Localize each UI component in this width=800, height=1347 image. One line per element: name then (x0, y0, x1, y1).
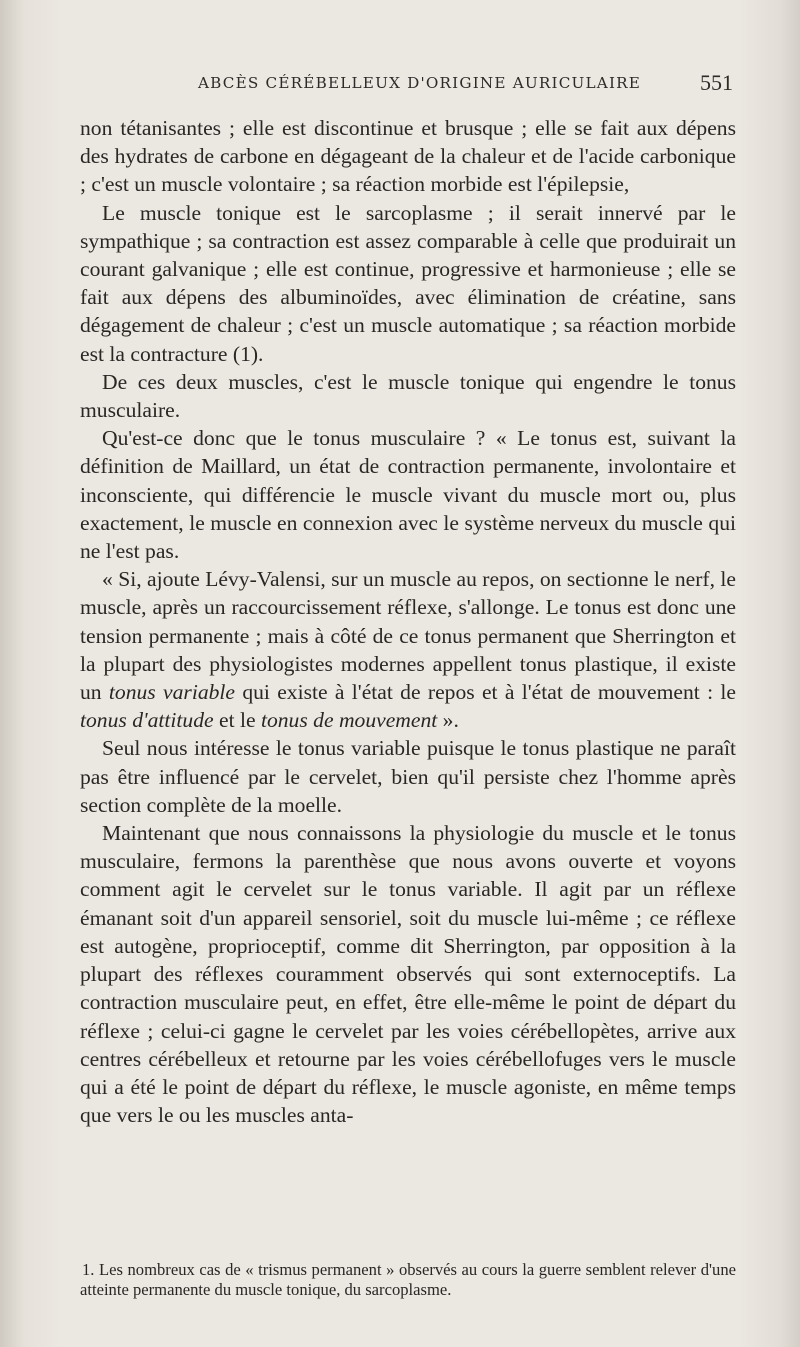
footnote (80, 1260, 736, 1300)
paragraph-3: De ces deux muscles, c'est le muscle tonique qui engendre le tonus musculaire. (80, 369, 736, 423)
term-tonus-mouvement: tonus de mouvement (260, 708, 438, 733)
term-tonus-attitude: tonus d'attitude (80, 708, 214, 733)
paragraph-5-text-b: qui existe à l'état de repos et à l'état de mouvement : le (235, 680, 737, 705)
running-title: ABCÈS CÉRÉBELLEUX D'ORIGINE AURICULAIRE (198, 74, 642, 92)
footnote-text: Les nombreux cas de « trismus permanent » observés au cours la guerre semblent relever d'une atteinte permanente du muscle tonique, du sarcoplasme. (80, 1260, 736, 1299)
paragraph-5-text-a: « Si, ajoute Lévy-Valensi, sur un muscle au repos, on sectionne le nerf, le muscle, après un raccourcissement réflexe, s'allonge. Le tonus est donc une tension permanente ; mais à côté de ce tonus permanent que Sherrington et la plupart des physiologistes modernes appellent tonus plastique, il existe un (80, 567, 736, 705)
footnote-paragraph (80, 1260, 736, 1300)
term-tonus-variable: tonus variable (108, 680, 235, 705)
paragraph-5 (80, 565, 736, 734)
paragraph-4: Qu'est-ce donc que le tonus musculaire ? « Le tonus est, suivant la définition de Maillard, un état de contraction permanente, involontaire et inconsciente, qui différencie le muscle vivant du muscle mort ou, plus exactement, le muscle en connexion avec le système nerveux du muscle qui ne l'est pas. (80, 426, 736, 564)
body-text (80, 114, 736, 1129)
paragraph-2: Le muscle tonique est le sarcoplasme ; il serait innervé par le sympathique ; sa contraction est assez comparable à celle que produirait un courant galvanique ; elle est continue, progressive et harmonieuse ; elle se fait aux dépens des albuminoïdes, avec élimination de créatine, sans dégagement de chaleur ; c'est un muscle automatique ; sa réaction morbide est la contracture (1). (80, 200, 736, 366)
paragraph-5-text-d: ». (437, 708, 459, 733)
page-number: 551 (700, 70, 733, 95)
paragraph-1: non tétanisantes ; elle est discontinue et brusque ; elle se fait aux dépens des hydrates de carbone en dégageant de la chaleur et de l'acide carbonique ; c'est un muscle volontaire ; sa réaction morbide est l'épilepsie, (80, 116, 736, 197)
paragraph-7: Maintenant que nous connaissons la physiologie du muscle et le tonus musculaire, fermons la parenthèse que nous avons ouverte et voyons comment agit le cervelet sur le tonus variable. Il agit par un réflexe émanant soit d'un appareil sensoriel, soit du muscle lui-même ; ce réflexe est autogène, proprioceptif, comme dit Sherrington, par opposition à la plupart des réflexes couramment observés qui sont externoceptifs. La contraction musculaire peut, en effet, être elle-même le point de départ du réflexe ; celui-ci gagne le cervelet par les voies cérébellopètes, arrive aux centres cérébelleux et retourne par les voies cérébellofuges vers le muscle qui a été le point de départ du réflexe, le muscle agoniste, en même temps que vers le ou les muscles anta- (80, 821, 736, 1128)
paragraph-5-text-c: et le (213, 708, 261, 733)
page-header (80, 70, 735, 98)
footnote-number: 1. (82, 1260, 95, 1279)
paragraph-6: Seul nous intéresse le tonus variable puisque le tonus plastique ne paraît pas être influencé par le cervelet, bien qu'il persiste chez l'homme après section complète de la moelle. (80, 736, 736, 817)
